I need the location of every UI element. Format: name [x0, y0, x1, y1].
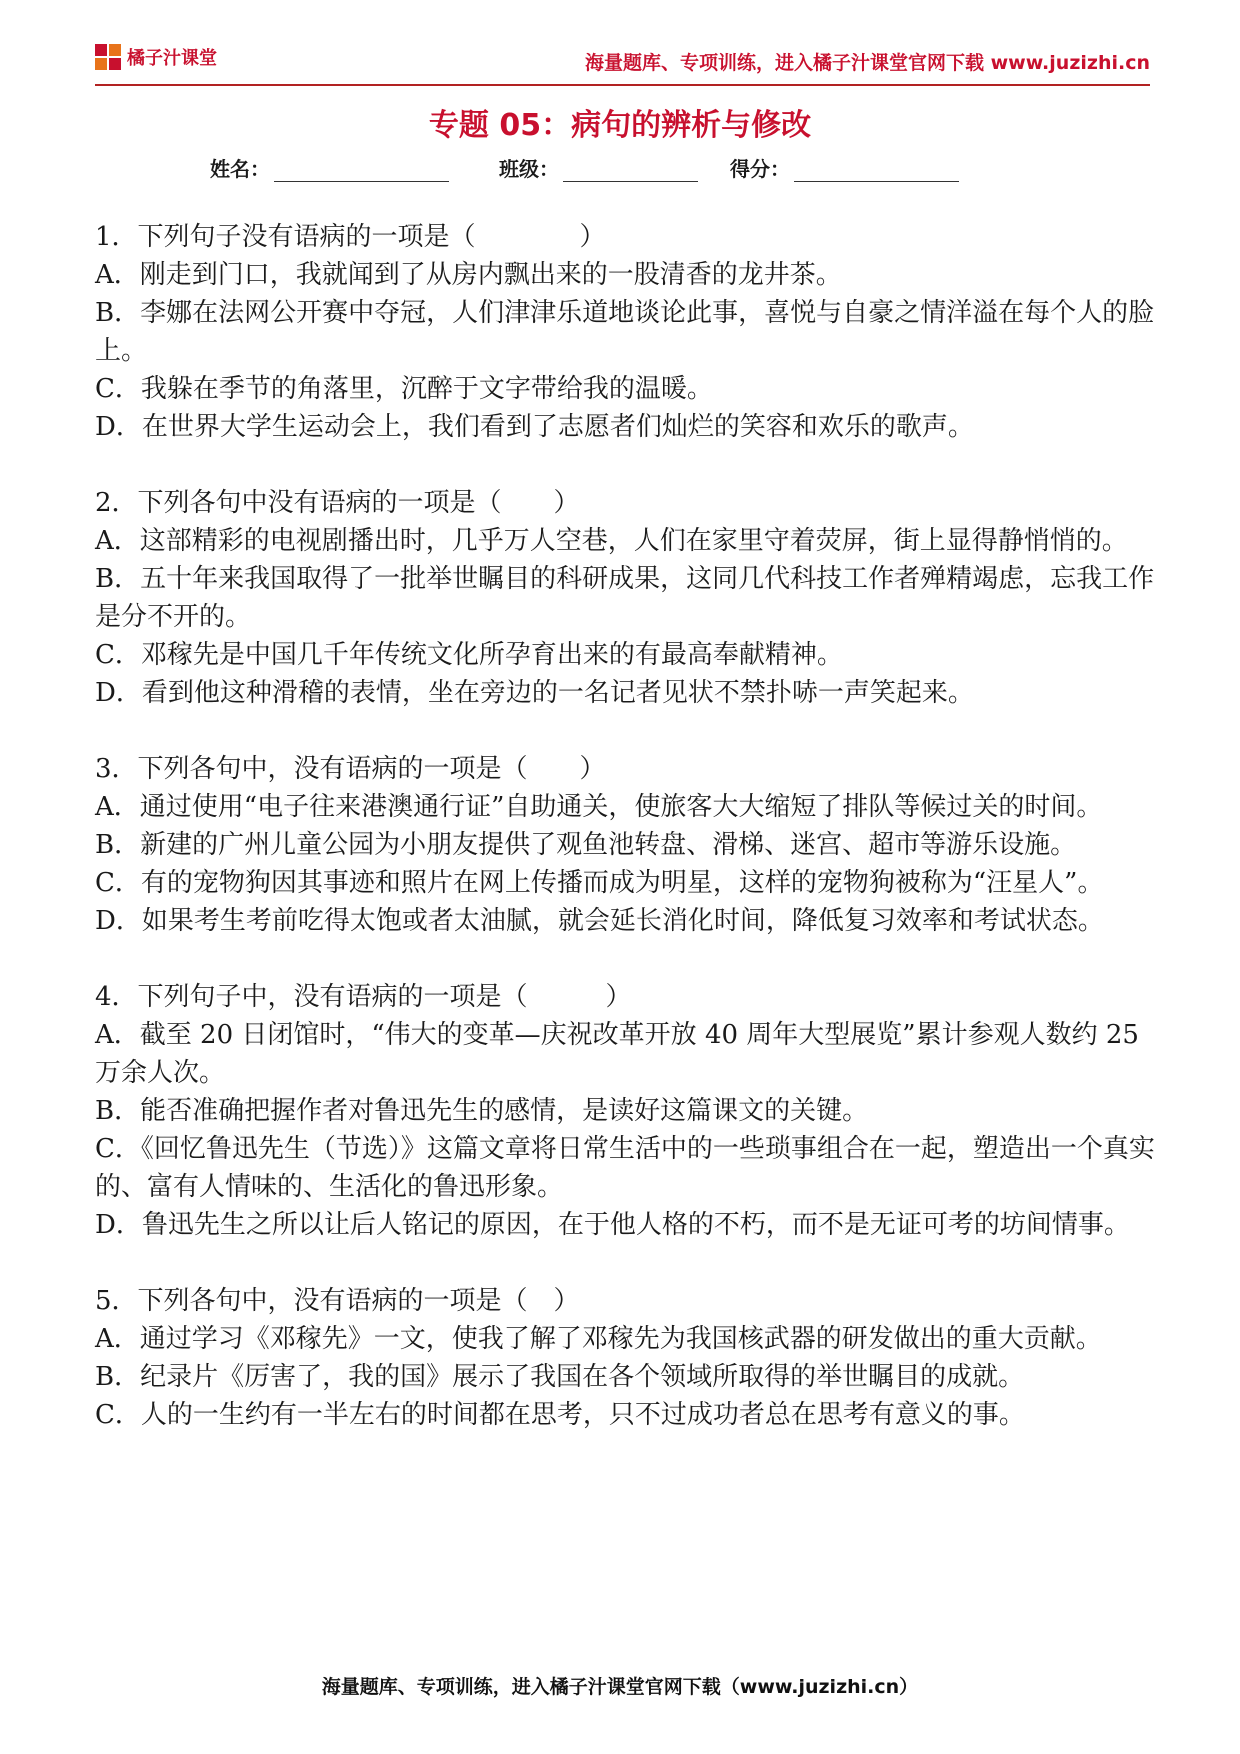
logo-icon	[95, 44, 121, 70]
option-c: C．《回忆鲁迅先生（节选）》这篇文章将日常生活中的一些琐事组合在一起，塑造出一个真实的、富有人情味的、生活化的鲁迅形象。	[95, 1134, 1155, 1202]
option-c: C．人的一生约有一半左右的时间都在思考，只不过成功者总在思考有意义的事。	[95, 1400, 1025, 1430]
option-d: D．鲁迅先生之所以让后人铭记的原因，在于他人格的不朽，而不是无证可考的坊间情事。	[95, 1210, 1130, 1240]
question-stem: 1．下列句子没有语病的一项是（ ）	[95, 222, 606, 252]
option-b: B．能否准确把握作者对鲁迅先生的感情，是读好这篇课文的关键。	[95, 1096, 869, 1126]
option-a: A．这部精彩的电视剧播出时，几乎万人空巷，人们在家里守着荧屏，街上显得静悄悄的。	[95, 526, 1128, 556]
class-label: 班级：	[499, 157, 559, 181]
brand-logo	[95, 44, 217, 70]
option-b: B．新建的广州儿童公园为小朋友提供了观鱼池转盘、滑梯、迷宫、超市等游乐设施。	[95, 830, 1077, 860]
option-a: A．刚走到门口，我就闻到了从房内飘出来的一股清香的龙井茶。	[95, 260, 842, 290]
page-footer: 海量题库、专项训练，进入橘子汁课堂官网下载（www.juzizhi.cn）	[321, 1676, 919, 1698]
question-2	[95, 484, 1155, 712]
header-promo: 海量题库、专项训练，进入橘子汁课堂官网下载 www.juzizhi.cn	[585, 52, 1150, 74]
score-field	[730, 153, 959, 182]
option-c: C．邓稼先是中国几千年传统文化所孕育出来的有最高奉献精神。	[95, 640, 843, 670]
question-stem: 2．下列各句中没有语病的一项是（ ）	[95, 488, 580, 518]
option-b: B．五十年来我国取得了一批举世瞩目的科研成果，这同几代科技工作者殚精竭虑，忘我工作是分不开的。	[95, 564, 1155, 632]
option-a: A．截至 20 日闭馆时，“伟大的变革—庆祝改革开放 40 周年大型展览”累计参观人数约 25 万余人次。	[95, 1020, 1139, 1088]
option-b: B．纪录片《厉害了，我的国》展示了我国在各个领域所取得的举世瞩目的成就。	[95, 1362, 1025, 1392]
name-field	[210, 153, 449, 182]
question-3	[95, 750, 1155, 940]
option-d: D．看到他这种滑稽的表情，坐在旁边的一名记者见状不禁扑哧一声笑起来。	[95, 678, 974, 708]
question-5	[95, 1282, 1155, 1434]
question-stem: 3．下列各句中，没有语病的一项是（ ）	[95, 754, 606, 784]
option-b: B．李娜在法网公开赛中夺冠，人们津津乐道地谈论此事，喜悦与自豪之情洋溢在每个人的脸上。	[95, 298, 1155, 366]
question-stem: 4．下列句子中，没有语病的一项是（ ）	[95, 982, 632, 1012]
score-label: 得分：	[730, 157, 790, 181]
question-4	[95, 978, 1155, 1244]
question-list	[95, 218, 1155, 1472]
option-c: C．有的宠物狗因其事迹和照片在网上传播而成为明星，这样的宠物狗被称为“汪星人”。	[95, 868, 1104, 898]
score-blank[interactable]	[794, 161, 959, 182]
question-stem: 5．下列各句中，没有语病的一项是（ ）	[95, 1286, 580, 1316]
option-a: A．通过学习《邓稼先》一文，使我了解了邓稼先为我国核武器的研发做出的重大贡献。	[95, 1324, 1102, 1354]
student-info-row	[210, 153, 959, 182]
page-title: 专题 05：病句的辨析与修改	[428, 108, 812, 143]
name-blank[interactable]	[274, 161, 449, 182]
option-c: C．我躲在季节的角落里，沉醉于文字带给我的温暖。	[95, 374, 713, 404]
class-blank[interactable]	[563, 161, 698, 182]
class-field	[499, 153, 698, 182]
logo-text: 橘子汁课堂	[127, 48, 217, 69]
question-1	[95, 218, 1155, 446]
option-d: D．如果考生考前吃得太饱或者太油腻，就会延长消化时间，降低复习效率和考试状态。	[95, 906, 1104, 936]
name-label: 姓名：	[210, 157, 270, 181]
option-d: D．在世界大学生运动会上，我们看到了志愿者们灿烂的笑容和欢乐的歌声。	[95, 412, 974, 442]
page-header	[95, 40, 1150, 86]
option-a: A．通过使用“电子往来港澳通行证”自助通关，使旅客大大缩短了排队等候过关的时间。	[95, 792, 1103, 822]
